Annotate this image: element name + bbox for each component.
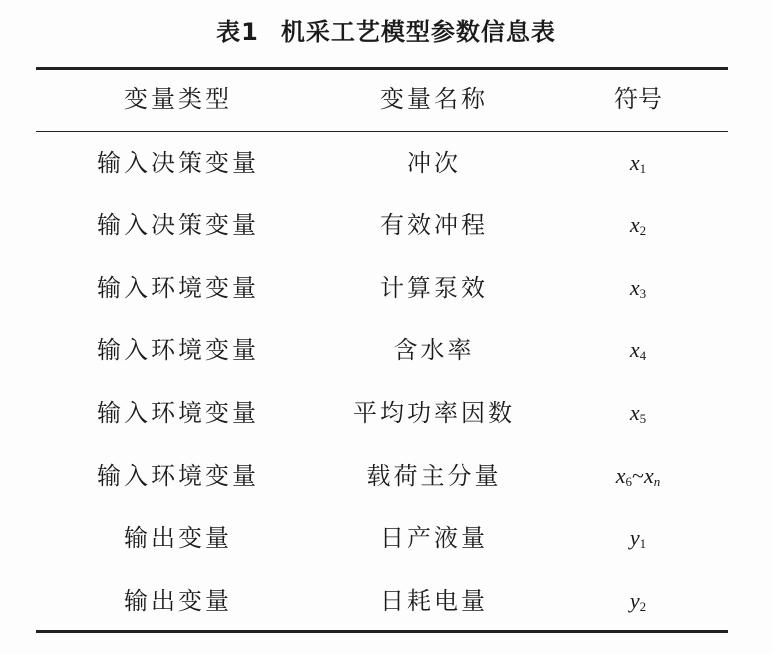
variable-name: 有效冲程 [380,211,488,239]
variable-symbol: $y_2$ [629,588,647,614]
variable-name: 含水率 [393,336,475,364]
bottom-rule [36,630,728,633]
variable-type: 输入决策变量 [97,211,259,239]
table-title-text: 机采工艺模型参数信息表 [280,18,556,46]
header-variable-type: 变量类型 [124,85,232,113]
header-variable-name: 变量名称 [380,85,488,113]
header-row [36,68,728,130]
variable-name: 计算泵效 [380,274,488,302]
table-row [36,507,728,569]
variable-symbol: $x_1$ [629,150,647,176]
table-row [36,257,728,319]
table-row [36,445,728,507]
variable-type: 输入环境变量 [97,336,259,364]
variable-symbol: $x_2$ [629,212,647,238]
variable-symbol: $x_6\sim x_n$ [615,463,661,489]
variable-type: 输入环境变量 [97,399,259,427]
table-row [36,570,728,632]
header-symbol: 符号 [614,85,662,113]
variable-name: 冲次 [407,149,461,177]
variable-type: 输出变量 [124,524,232,552]
variable-type: 输入环境变量 [97,274,259,302]
table-row [36,382,728,444]
variable-symbol: $x_5$ [629,400,647,426]
table-row [36,319,728,381]
variable-type: 输入决策变量 [97,149,259,177]
table-label: 表1 [216,18,259,46]
variable-symbol: $y_1$ [629,525,647,551]
variable-name: 日产液量 [380,524,488,552]
variable-type: 输入环境变量 [97,462,259,490]
variable-name: 日耗电量 [380,587,488,615]
variable-symbol: $x_3$ [629,275,647,301]
table-title [0,12,772,47]
variable-type: 输出变量 [124,587,232,615]
variable-name: 载荷主分量 [366,462,502,490]
table-row [36,132,728,194]
variable-symbol: $x_4$ [629,337,647,363]
table-row [36,194,728,256]
variable-name: 平均功率因数 [353,399,515,427]
